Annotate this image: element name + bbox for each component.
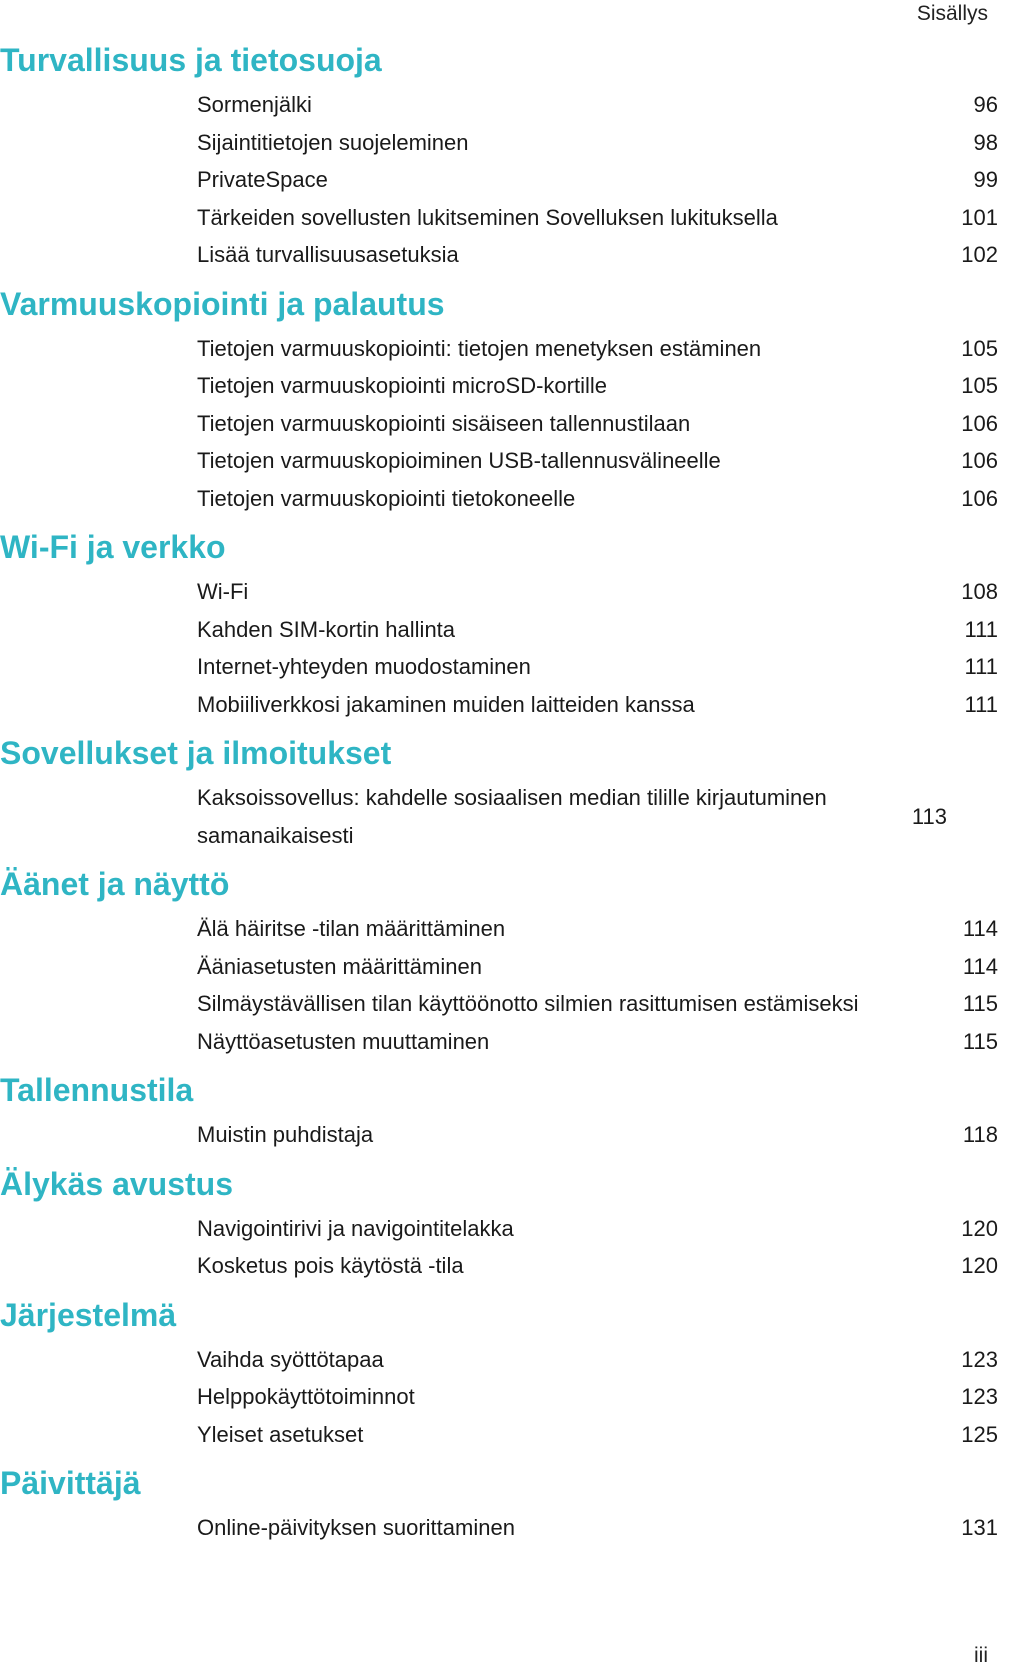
toc-entry[interactable] (0, 1378, 1018, 1416)
toc-entry-title: PrivateSpace (197, 167, 328, 192)
toc-entry[interactable] (0, 611, 1018, 649)
toc-entry-title: Sormenjälki (197, 92, 312, 117)
toc-entry[interactable] (0, 1210, 1018, 1248)
table-of-contents (0, 38, 1018, 1555)
toc-entry[interactable] (0, 86, 1018, 124)
toc-entry[interactable] (0, 367, 1018, 405)
toc-section (0, 1162, 1018, 1285)
toc-section (0, 1068, 1018, 1154)
toc-entry[interactable] (0, 1116, 1018, 1154)
toc-entry-title: Tietojen varmuuskopioiminen USB-tallennusvälineelle (197, 448, 721, 473)
section-title: Järjestelmä (0, 1296, 177, 1333)
toc-entry[interactable] (0, 985, 1018, 1023)
toc-entry-page: 105 (961, 335, 998, 361)
toc-entry[interactable] (0, 1509, 1018, 1547)
toc-entry-title: Vaihda syöttötapaa (197, 1346, 384, 1372)
toc-entry-page: 115 (962, 991, 998, 1016)
toc-section (0, 1293, 1018, 1454)
toc-entry-page: 105 (961, 373, 998, 398)
toc-entry-page: 106 (961, 448, 998, 473)
toc-entry[interactable] (0, 161, 1018, 199)
toc-entry-title: Tietojen varmuuskopiointi tietokoneelle (197, 485, 576, 511)
toc-entry[interactable] (0, 236, 1018, 274)
toc-entry[interactable] (0, 1247, 1018, 1285)
toc-entry-page: 115 (962, 1028, 998, 1054)
toc-entry[interactable] (0, 1416, 1018, 1454)
toc-entry-page: 114 (962, 953, 998, 979)
section-title: Turvallisuus ja tietosuoja (0, 42, 382, 78)
toc-entry-page: 102 (961, 242, 998, 267)
toc-entry-title: Kaksoissovellus: kahdelle sosiaalisen median tilille kirjautuminen samanaikaisesti (197, 785, 827, 848)
section-title: Päivittäjä (0, 1465, 141, 1501)
toc-entry-title: Wi-Fi (197, 579, 249, 604)
section-title: Älykäs avustus (0, 1165, 234, 1202)
toc-entry[interactable] (0, 948, 1018, 986)
toc-entry-page: 113 (911, 803, 947, 829)
toc-entry-page: 114 (962, 916, 998, 941)
toc-entry-title: Mobiiliverkkosi jakaminen muiden laitteiden kanssa (197, 691, 695, 717)
toc-entry[interactable] (0, 442, 1018, 480)
section-title: Tallennustila (0, 1072, 194, 1108)
toc-entry-page: 96 (973, 92, 998, 117)
toc-entry-page: 120 (961, 1253, 998, 1278)
toc-entry[interactable] (0, 648, 1018, 686)
toc-entry-page: 108 (961, 579, 998, 604)
toc-entry-title: Tietojen varmuuskopiointi: tietojen menetyksen estäminen (197, 335, 762, 361)
toc-section (0, 1461, 1018, 1547)
toc-entry-title: Älä häiritse -tilan määrittäminen (197, 916, 506, 941)
toc-entry-page: 123 (961, 1384, 998, 1409)
toc-entry-page: 106 (961, 410, 998, 436)
toc-entry-page: 101 (961, 204, 998, 230)
toc-entry-page: 111 (964, 691, 998, 717)
toc-section (0, 731, 1018, 854)
section-title: Sovellukset ja ilmoitukset (0, 735, 392, 771)
toc-entry-page: 98 (973, 129, 998, 155)
toc-entry-title: Tietojen varmuuskopiointi sisäiseen tallennustilaan (197, 410, 691, 436)
toc-entry-title: Näyttöasetusten muuttaminen (197, 1028, 490, 1054)
toc-entry-page: 111 (964, 616, 998, 642)
toc-entry-title: Silmäystävällisen tilan käyttöönotto silmien rasittumisen estämiseksi (197, 991, 859, 1016)
toc-entry[interactable] (0, 199, 1018, 237)
toc-entry[interactable] (0, 405, 1018, 443)
toc-entry-title: Yleiset asetukset (197, 1421, 364, 1447)
toc-entry-title: Online-päivityksen suorittaminen (197, 1515, 515, 1540)
toc-entry[interactable] (0, 779, 1018, 854)
toc-section (0, 862, 1018, 1060)
toc-entry-title: Helppokäyttötoiminnot (197, 1384, 415, 1409)
toc-entry-page: 118 (962, 1122, 998, 1147)
toc-entry[interactable] (0, 910, 1018, 948)
toc-entry-page: 99 (973, 167, 998, 192)
toc-entry[interactable] (0, 1341, 1018, 1379)
toc-entry-page: 131 (961, 1515, 998, 1540)
section-title: Wi-Fi ja verkko (0, 529, 226, 565)
page-number: iii (974, 1644, 988, 1667)
toc-entry-title: Muistin puhdistaja (197, 1122, 374, 1147)
toc-entry-page: 125 (961, 1421, 998, 1447)
toc-entry-page: 120 (961, 1215, 998, 1241)
section-title: Varmuuskopiointi ja palautus (0, 285, 445, 322)
section-title: Äänet ja näyttö (0, 866, 230, 902)
toc-section (0, 282, 1018, 518)
toc-section (0, 525, 1018, 723)
toc-entry-page: 106 (961, 485, 998, 511)
toc-section (0, 38, 1018, 274)
toc-entry-page: 123 (961, 1346, 998, 1372)
toc-entry-title: Internet-yhteyden muodostaminen (197, 654, 531, 679)
toc-entry-title: Kosketus pois käytöstä -tila (197, 1253, 464, 1278)
toc-entry-title: Sijaintitietojen suojeleminen (197, 129, 469, 155)
toc-entry[interactable] (0, 1023, 1018, 1061)
toc-entry[interactable] (0, 573, 1018, 611)
toc-entry-title: Tietojen varmuuskopiointi microSD-kortille (197, 373, 607, 398)
toc-entry[interactable] (0, 330, 1018, 368)
toc-entry-title: Tärkeiden sovellusten lukitseminen Sovelluksen lukituksella (197, 204, 778, 230)
toc-entry[interactable] (0, 686, 1018, 724)
toc-entry[interactable] (0, 124, 1018, 162)
toc-entry-title: Ääniasetusten määrittäminen (197, 953, 482, 979)
toc-entry-title: Kahden SIM-kortin hallinta (197, 616, 456, 642)
toc-entry[interactable] (0, 480, 1018, 518)
toc-entry-page: 111 (964, 654, 998, 679)
page-header-label: Sisällys (916, 2, 988, 25)
toc-entry-title: Navigointirivi ja navigointitelakka (197, 1215, 514, 1241)
toc-entry-title: Lisää turvallisuusasetuksia (197, 242, 459, 267)
